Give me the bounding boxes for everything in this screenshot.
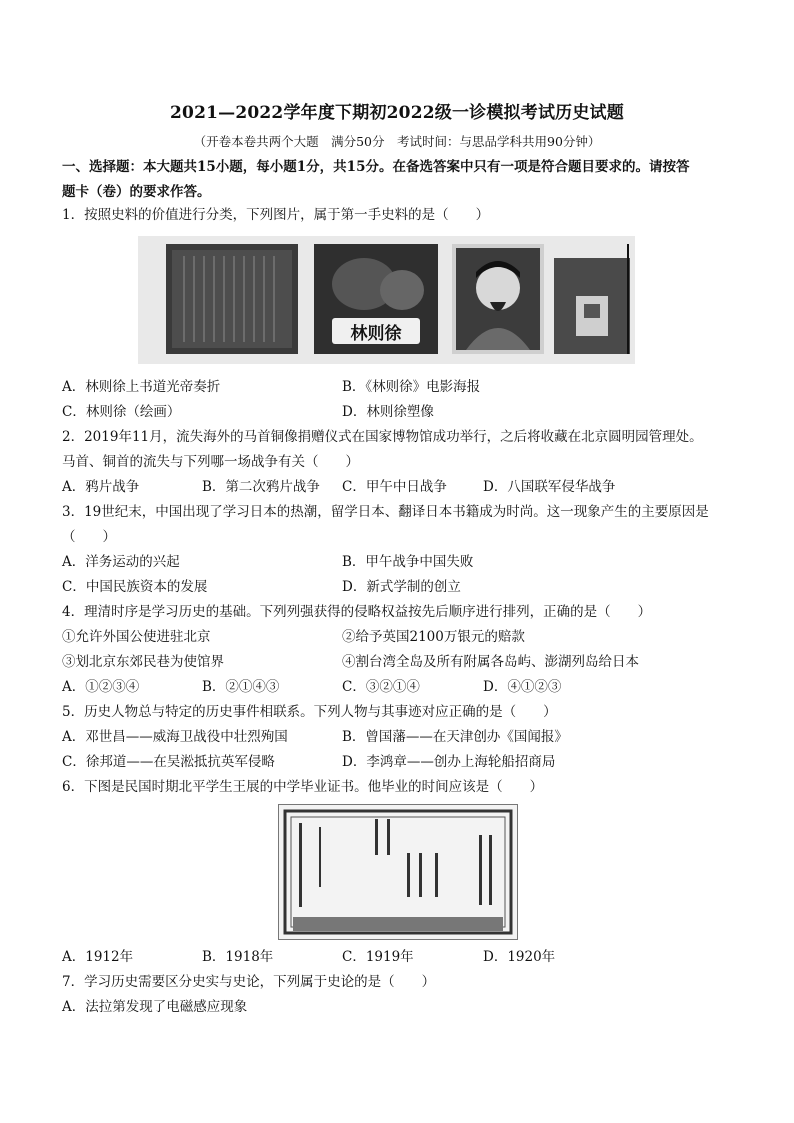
q2-stem-line-1: 2．2019年11月，流失海外的马首铜像捐赠仪式在国家博物馆成功举行，之后将收藏在北京圆明园管理处。 — [62, 429, 703, 445]
diploma-image — [278, 804, 518, 940]
q4-item-4: ④割台湾全岛及所有附属各岛屿、澎湖列岛给日本 — [342, 654, 639, 670]
q2-option-c[interactable]: C．甲午中日战争 — [342, 479, 447, 495]
poster-caption: 林则徐 — [350, 324, 402, 344]
q1-option-a[interactable]: A．林则徐上书道光帝奏折 — [62, 379, 221, 395]
q4-item-3: ③划北京东郊民巷为使馆界 — [62, 654, 224, 670]
q1-option-c[interactable]: C．林则徐（绘画） — [62, 404, 181, 420]
q3-option-c[interactable]: C．中国民族资本的发展 — [62, 579, 208, 595]
q2-stem-line-2: 马首、铜首的流失与下列哪一场战争有关（ ） — [62, 454, 359, 470]
q1-option-d[interactable]: D．林则徐塑像 — [342, 404, 434, 420]
q6-option-d[interactable]: D．1920年 — [483, 949, 556, 965]
q4-item-1: ①允许外国公使进驻北京 — [62, 629, 211, 645]
q4-option-d[interactable]: D．④①②③ — [483, 679, 562, 695]
section-heading-line-1: 一、选择题：本大题共15小题，每小题1分，共15分。在备选答案中只有一项是符合题目要求的。请按答 — [62, 159, 690, 175]
q6-option-b[interactable]: B．1918年 — [202, 949, 274, 965]
q5-option-c[interactable]: C．徐邦道——在吴淞抵抗英军侵略 — [62, 754, 275, 770]
q7-stem: 7．学习历史需要区分史实与史论，下列属于史论的是（ ） — [62, 974, 436, 990]
q3-stem-line-1: 3．19世纪末，中国出现了学习日本的热潮，留学日本、翻译日本书籍成为时尚。这一现象产生的主要原因是 — [62, 504, 709, 520]
q3-stem-line-2: （ ） — [62, 529, 116, 545]
q4-stem: 4．理清时序是学习历史的基础。下列列强获得的侵略权益按先后顺序进行排列，正确的是（ ） — [62, 604, 652, 620]
memorial-image — [166, 244, 298, 354]
exam-subtitle: （开卷本卷共两个大题 满分50分 考试时间：与思品学科共用90分钟） — [193, 134, 601, 149]
q2-option-b[interactable]: B．第二次鸦片战争 — [202, 479, 320, 495]
q1-stem: 1．按照史料的价值进行分类，下列图片，属于第一手史料的是（ ） — [62, 207, 490, 223]
exam-title: 2021—2022学年度下期初2022级一诊模拟考试历史试题 — [170, 103, 624, 123]
q2-option-a[interactable]: A．鸦片战争 — [62, 479, 140, 495]
q6-option-c[interactable]: C．1919年 — [342, 949, 414, 965]
q4-option-c[interactable]: C．③②①④ — [342, 679, 420, 695]
q5-option-b[interactable]: B．曾国藩——在天津创办《国闻报》 — [342, 729, 568, 745]
q5-option-a[interactable]: A．邓世昌——威海卫战役中壮烈殉国 — [62, 729, 288, 745]
q3-option-d[interactable]: D．新式学制的创立 — [342, 579, 461, 595]
q3-option-a[interactable]: A．洋务运动的兴起 — [62, 554, 180, 570]
q6-option-a[interactable]: A．1912年 — [62, 949, 134, 965]
q4-item-2: ②给予英国2100万银元的赔款 — [342, 629, 525, 645]
q3-option-b[interactable]: B．甲午战争中国失败 — [342, 554, 474, 570]
q2-option-d[interactable]: D．八国联军侵华战争 — [483, 479, 616, 495]
q4-option-a[interactable]: A．①②③④ — [62, 679, 140, 695]
q1-option-b[interactable]: B．《林则徐》电影海报 — [342, 379, 481, 395]
q6-stem: 6．下图是民国时期北平学生王展的中学毕业证书。他毕业的时间应该是（ ） — [62, 779, 544, 795]
portrait-painting-image — [452, 244, 544, 354]
q5-stem: 5．历史人物总与特定的历史事件相联系。下列人物与其事迹对应正确的是（ ） — [62, 704, 557, 720]
section-heading-line-2: 题卡（卷）的要求作答。 — [62, 184, 211, 200]
q1-images — [138, 236, 635, 364]
statue-image — [554, 244, 630, 354]
q4-option-b[interactable]: B．②①④③ — [202, 679, 280, 695]
q7-option-a[interactable]: A．法拉第发现了电磁感应现象 — [62, 999, 248, 1015]
q5-option-d[interactable]: D．李鸿章——创办上海轮船招商局 — [342, 754, 556, 770]
